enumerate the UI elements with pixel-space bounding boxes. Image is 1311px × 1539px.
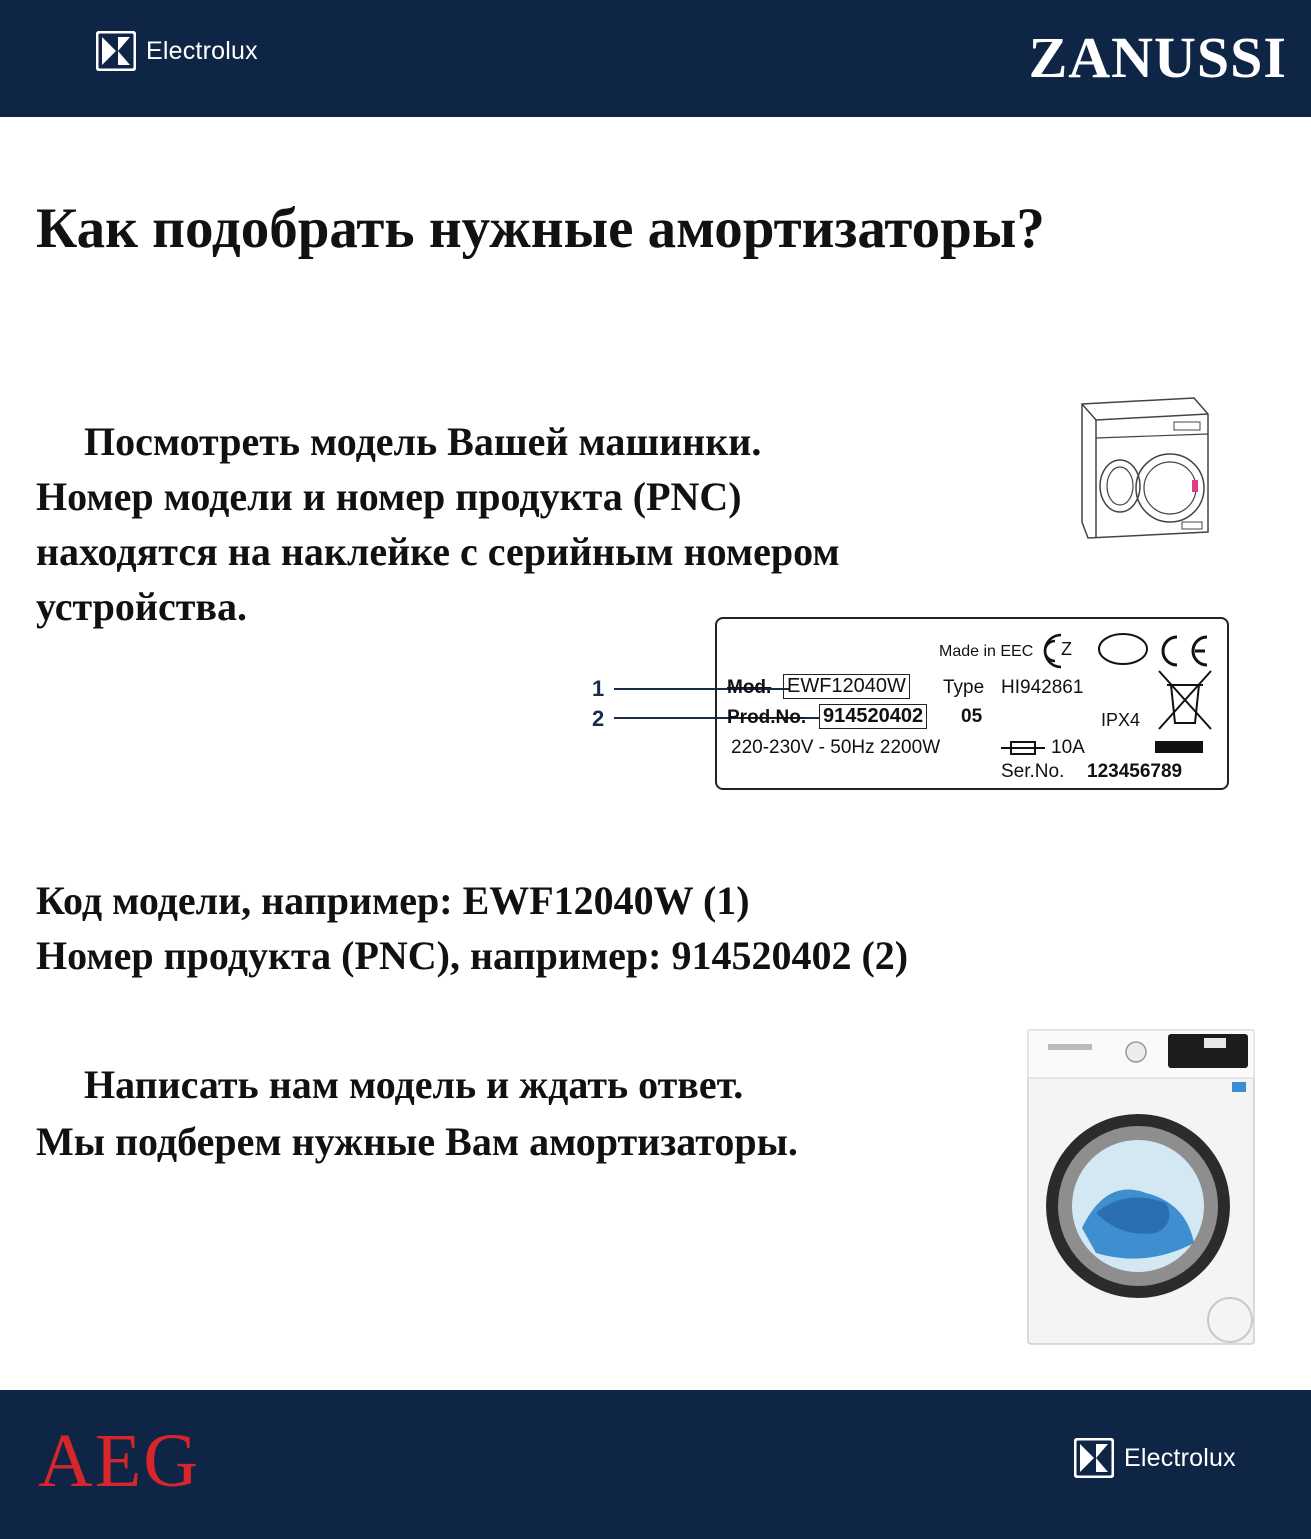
ipx-rating: IPX4: [1101, 710, 1141, 730]
electrolux-logo: [96, 31, 258, 71]
ce-mark-icon: [1153, 633, 1211, 669]
svg-text:Z: Z: [1061, 639, 1072, 659]
model-example: Код модели, например: EWF12040W (1): [36, 878, 750, 923]
type-value: HI942861: [1001, 677, 1084, 698]
step2-line2: Мы подберем нужные Вам амортизаторы.: [36, 1119, 798, 1164]
fuse-icon: [1001, 739, 1045, 757]
oval-mark-icon: [1097, 631, 1149, 667]
electrolux-logo-icon: [96, 31, 136, 71]
ser-value: 123456789: [1087, 761, 1183, 782]
callout-2: 2: [592, 706, 605, 731]
header-band: [0, 0, 1311, 117]
electrolux-logo-footer: [1074, 1438, 1236, 1478]
pnc-example-value: 914520402 (2): [671, 933, 909, 978]
power-spec: 220-230V - 50Hz 2200W: [731, 737, 941, 758]
aeg-logo: AEG: [38, 1419, 201, 1503]
electrolux-wordmark: Electrolux: [146, 36, 258, 65]
washer-photo-icon: [1026, 1028, 1256, 1346]
step1-line4: устройства.: [36, 584, 247, 629]
step1-line3: находятся на наклейке с серийным номером: [36, 529, 840, 574]
recycle-bin-crossed-icon: [1155, 667, 1215, 733]
prod-suffix: 05: [961, 706, 983, 727]
electrolux-logo-icon: [1074, 1438, 1114, 1478]
ser-label: Ser.No.: [1001, 761, 1065, 782]
mod-value: EWF12040W: [783, 674, 910, 699]
fuse-value: 10A: [1051, 737, 1085, 758]
step2-text: [36, 1056, 798, 1170]
prod-value: 914520402: [819, 704, 927, 729]
black-bar: [1155, 741, 1203, 753]
mod-label: Mod.: [727, 677, 772, 698]
step1-line2: Номер модели и номер продукта (PNC): [36, 474, 742, 519]
callout-1: 1: [592, 676, 605, 701]
washer-line-drawing-icon: [1074, 392, 1214, 544]
page-title: Как подобрать нужные амортизаторы?: [36, 197, 1045, 260]
step1-text: [36, 414, 840, 634]
zanussi-logo: ZANUSSI: [1028, 25, 1287, 90]
pnc-example-label: Номер продукта (PNC), например:: [36, 933, 662, 978]
made-in-text: Made in EEC: [939, 643, 1034, 660]
electrolux-wordmark-footer: Electrolux: [1124, 1443, 1236, 1472]
step2-line1: Написать нам модель и ждать ответ.: [84, 1062, 744, 1107]
rating-label: [715, 617, 1229, 790]
eac-mark-icon: [1039, 631, 1081, 671]
prod-label: Prod.No.: [727, 707, 807, 728]
step1-line1: Посмотреть модель Вашей машинки.: [84, 419, 762, 464]
pnc-example: [36, 932, 908, 979]
type-label: Type: [943, 677, 985, 698]
